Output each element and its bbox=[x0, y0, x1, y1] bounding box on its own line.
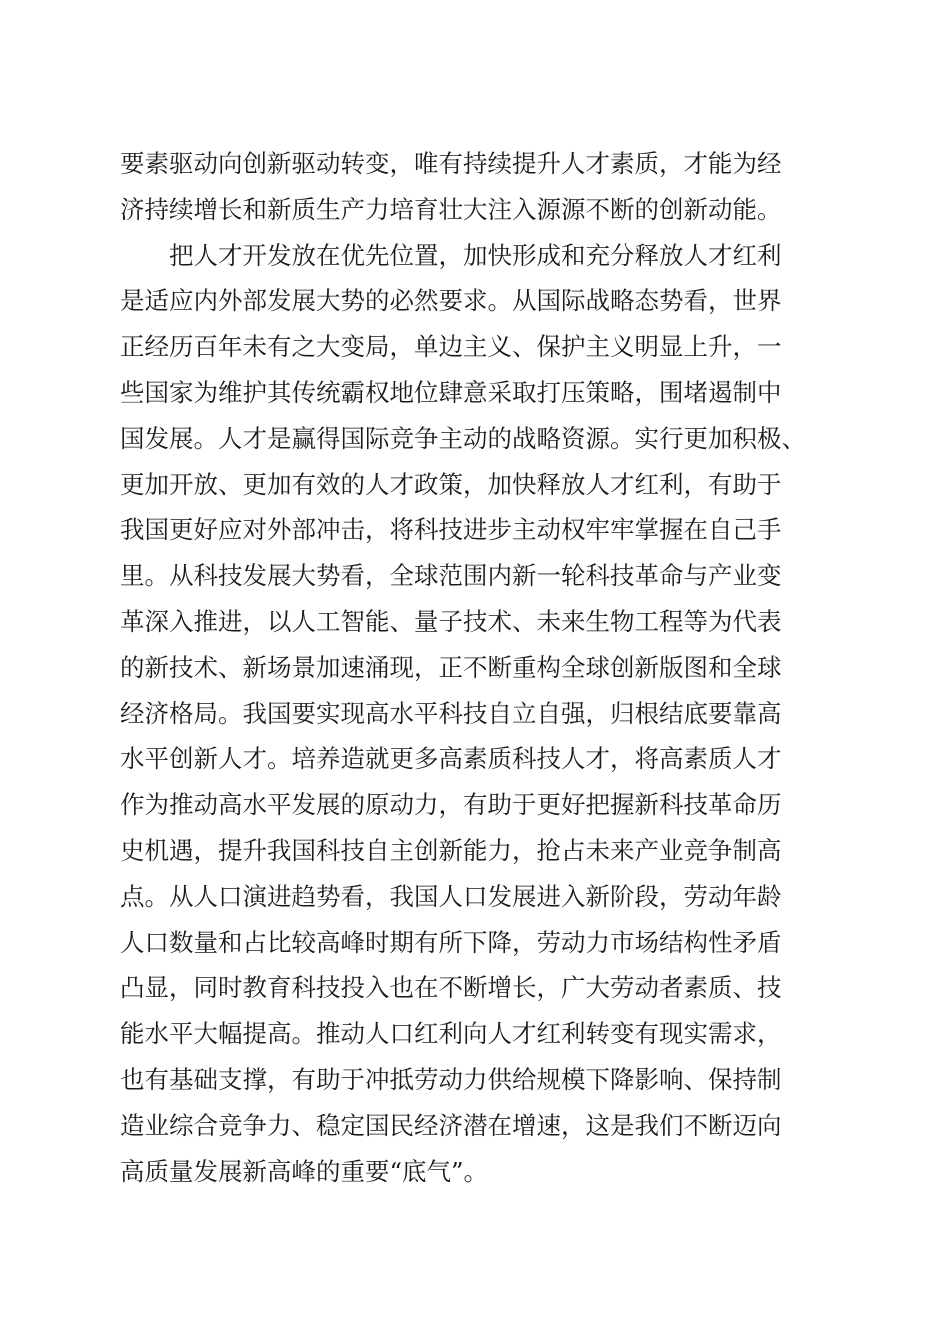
text-line: 造业综合竞争力、稳定国民经济潜在增速，这是我们不断迈向 bbox=[120, 1110, 782, 1140]
text-line: 里。从科技发展大势看，全球范围内新一轮科技革命与产业变 bbox=[120, 561, 782, 591]
text-line: 人口数量和占比较高峰时期有所下降，劳动力市场结构性矛盾 bbox=[120, 927, 782, 957]
text-line: 我国更好应对外部冲击，将科技进步主动权牢牢掌握在自己手 bbox=[120, 515, 782, 545]
text-line: 点。从人口演进趋势看，我国人口发展进入新阶段，劳动年龄 bbox=[120, 881, 782, 911]
text-line: 的新技术、新场景加速涌现，正不断重构全球创新版图和全球 bbox=[120, 652, 782, 682]
text-line: 把人才开发放在优先位置，加快形成和充分释放人才红利 bbox=[120, 240, 782, 270]
text-line: 作为推动高水平发展的原动力，有助于更好把握新科技革命历 bbox=[120, 790, 782, 820]
text-line: 些国家为维护其传统霸权地位肆意采取打压策略，围堵遏制中 bbox=[120, 377, 782, 407]
text-line: 水平创新人才。培养造就更多高素质科技人才，将高素质人才 bbox=[120, 744, 782, 774]
text-line: 高质量发展新高峰的重要“底气”。 bbox=[120, 1156, 489, 1186]
body-text bbox=[120, 141, 830, 1194]
text-line: 革深入推进，以人工智能、量子技术、未来生物工程等为代表 bbox=[120, 606, 782, 636]
paragraph-1 bbox=[120, 141, 830, 233]
text-line: 也有基础支撑，有助于冲抵劳动力供给规模下降影响、保持制 bbox=[120, 1064, 782, 1094]
text-line: 凸显，同时教育科技投入也在不断增长，广大劳动者素质、技 bbox=[120, 973, 782, 1003]
text-line: 正经历百年未有之大变局，单边主义、保护主义明显上升，一 bbox=[120, 332, 782, 362]
text-line: 要素驱动向创新驱动转变，唯有持续提升人才素质，才能为经 bbox=[120, 149, 782, 178]
text-line: 经济格局。我国要实现高水平科技自立自强，归根结底要靠高 bbox=[120, 698, 782, 728]
text-line: 是适应内外部发展大势的必然要求。从国际战略态势看，世界 bbox=[120, 286, 782, 316]
text-line: 能水平大幅提高。推动人口红利向人才红利转变有现实需求， bbox=[120, 1019, 782, 1049]
paragraph-2 bbox=[120, 233, 830, 1195]
text-line: 国发展。人才是赢得国际竞争主动的战略资源。实行更加积极、 bbox=[120, 423, 806, 453]
text-line: 更加开放、更加有效的人才政策，加快释放人才红利，有助于 bbox=[120, 469, 782, 499]
text-line: 史机遇，提升我国科技自主创新能力，抢占未来产业竞争制高 bbox=[120, 835, 782, 865]
text-line: 济持续增长和新质生产力培育壮大注入源源不断的创新动能。 bbox=[120, 194, 782, 224]
